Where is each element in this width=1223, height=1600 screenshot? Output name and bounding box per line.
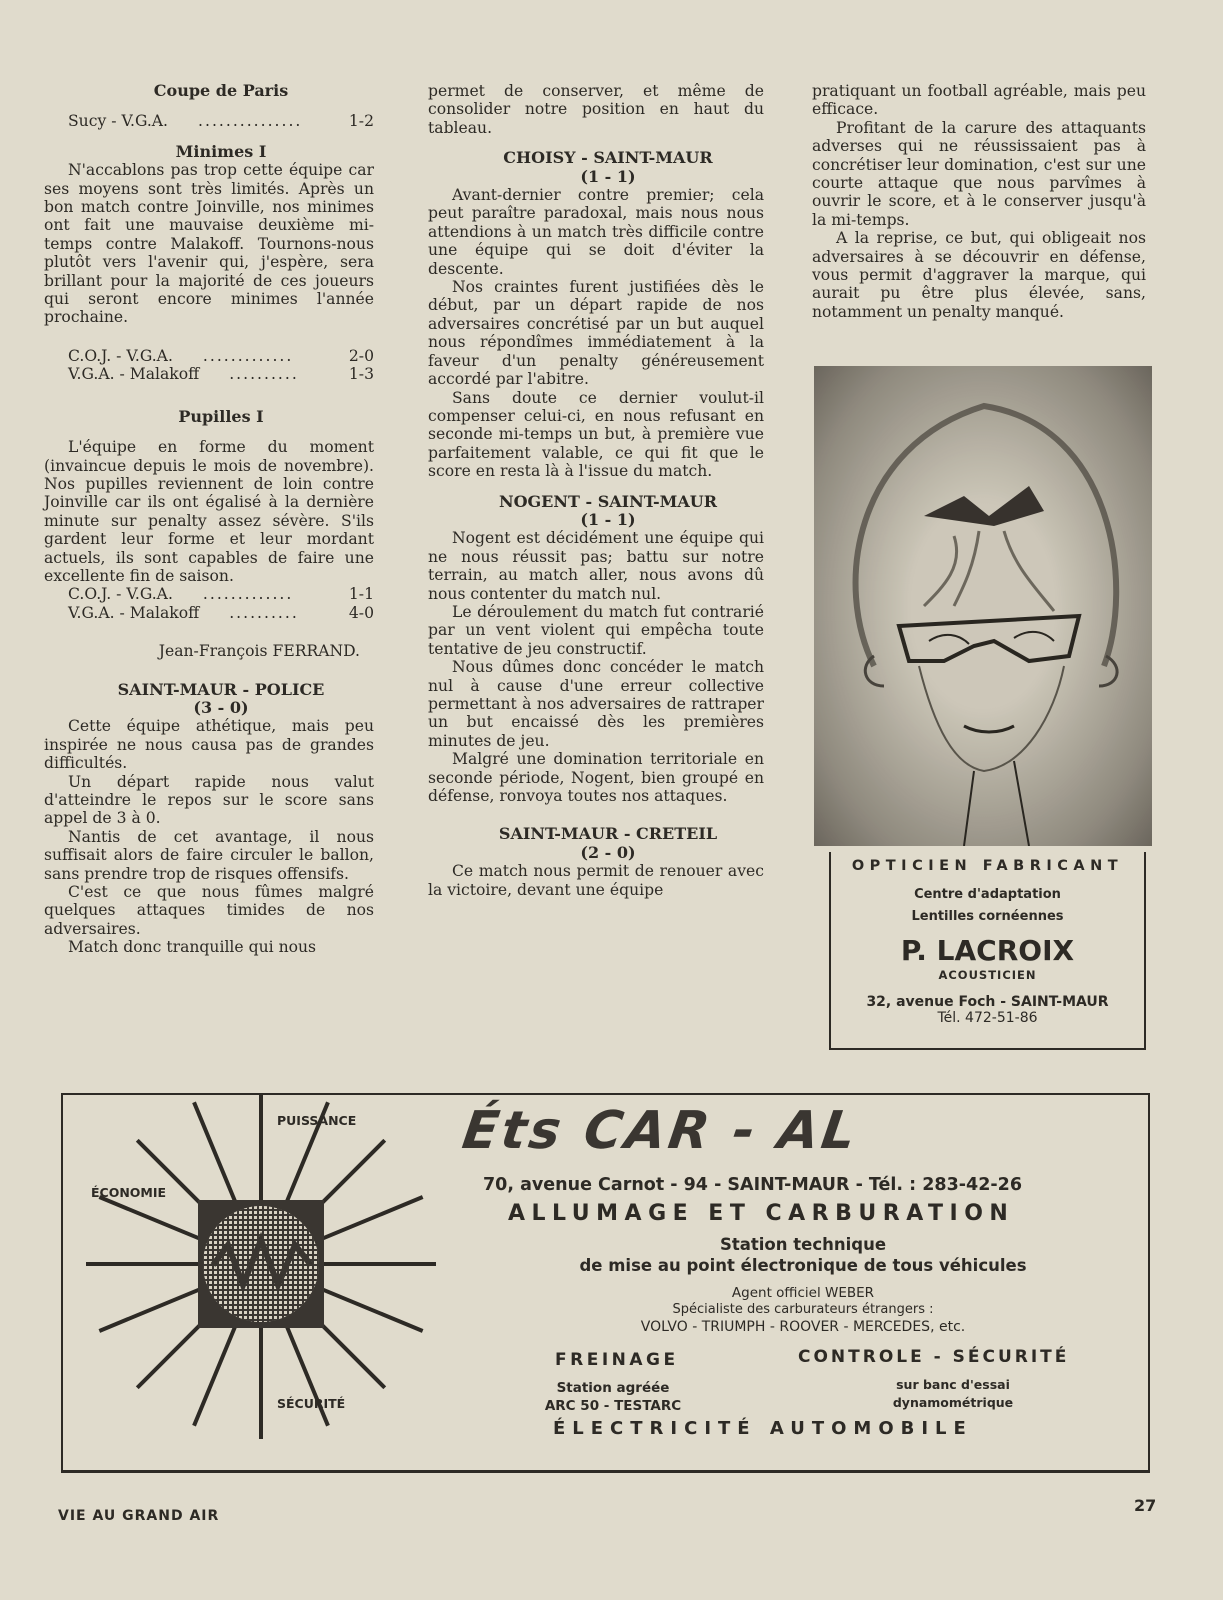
article-column-2	[428, 82, 764, 899]
choisy-paragraph: Nos craintes furent justifiées dès le début, par un départ rapide de nos adversaires concrétisé par un but auquel nous répondîmes immédiatement à la faveur d'un penalty généreusement accordé par l'abitre.	[428, 278, 764, 389]
creteil-paragraph: Profitant de la carure des attaquants adverses qui ne réussissaient pas à concrétiser leur domination, c'est sur une courte attaque que nous parvîmes à ouvrir le score, et à le conserver jusqu'à la mi-temps.	[812, 118, 1146, 229]
caral-specialist: Spécialiste des carburateurs étrangers :	[672, 1302, 934, 1317]
caral-agent: Agent officiel WEBER	[731, 1285, 875, 1301]
lacroix-line1: Centre d'adaptation	[914, 887, 1061, 902]
caral-service: ALLUMAGE ET CARBURATION	[508, 1201, 1015, 1226]
page-number: 27	[1134, 1496, 1157, 1515]
caral-braking-line1: Station agréée	[556, 1380, 670, 1396]
nogent-paragraph: Nous dûmes donc concéder le match nul à cause d'une erreur collective permettant à nos adversaires de rattraper un but encaissé dès les premières minutes de jeu.	[428, 658, 764, 750]
result-score: 2-0	[348, 346, 374, 365]
portrait-illustration	[814, 366, 1152, 846]
result-dots: ..........	[229, 603, 299, 622]
result-row	[44, 604, 374, 622]
caral-ad-text	[458, 1095, 1143, 1470]
creteil-match-score: (2 - 0)	[580, 842, 636, 862]
caral-electric: ÉLECTRICITÉ AUTOMOBILE	[553, 1418, 973, 1439]
choisy-match-heading: CHOISY - SAINT-MAUR	[503, 148, 713, 168]
caral-control-line1: sur banc d'essai	[896, 1377, 1010, 1392]
result-row	[44, 365, 374, 383]
logo-label-economie: ÉCONOMIE	[91, 1185, 167, 1200]
police-paragraph: Nantis de cet avantage, il nous suffisait alors de faire circuler le ballon, sans prendre trop de risques offensifs.	[44, 827, 374, 883]
result-score: 1-2	[348, 112, 374, 131]
police-match-heading: SAINT-MAUR - POLICE	[117, 679, 325, 699]
creteil-paragraph: Ce match nous permit de renouer avec la victoire, devant une équipe	[428, 862, 764, 899]
publication-name: VIE AU GRAND AIR	[58, 1508, 220, 1524]
logo-label-puissance: PUISSANCE	[277, 1113, 357, 1128]
result-score: 4-0	[348, 603, 374, 622]
nogent-paragraph: Nogent est décidément une équipe qui ne nous réussit pas; battu sur notre terrain, au match aller, nous avons dû nous contenter du match nul.	[428, 529, 764, 603]
creteil-match-heading: SAINT-MAUR - CRETEIL	[498, 824, 718, 844]
lacroix-address: 32, avenue Foch - SAINT-MAUR	[866, 994, 1109, 1010]
coupe-de-paris-heading: Coupe de Paris	[153, 81, 289, 100]
creteil-paragraph: A la reprise, ce but, qui obligeait nos adversaires à se découvrir en défense, vous permit d'aggraver la marque, qui aurait pu être plus élevée, sans, notamment un penalty manqué.	[812, 229, 1146, 321]
result-row	[44, 585, 374, 603]
article-column-1	[44, 82, 374, 957]
result-score: 1-3	[348, 365, 374, 384]
woman-with-glasses-icon	[814, 366, 1152, 846]
result-dots: ...............	[198, 112, 303, 131]
police-paragraph: C'est ce que nous fûmes malgré quelques attaques timides de nos adversaires.	[44, 883, 374, 938]
sun-logo	[63, 1095, 453, 1470]
caral-station-line2: de mise au point électronique de tous véhicules	[579, 1256, 1027, 1275]
result-match: V.G.A. - Malakoff	[68, 365, 200, 384]
choisy-paragraph: Sans doute ce dernier voulut-il compenser celui-ci, en nous refusant en seconde mi-temps un but, à première vue parfaitement valable, ce qui fit que le score en resta là à l'issue du match.	[428, 388, 764, 481]
result-row	[44, 347, 374, 365]
minimes-heading: Minimes I	[175, 141, 267, 161]
caral-control-line2: dynamométrique	[892, 1395, 1014, 1410]
lacroix-role: ACOUSTICIEN	[938, 968, 1037, 982]
lacroix-line2: Lentilles cornéennes	[911, 909, 1064, 924]
continuation-paragraph: pratiquant un football agréable, mais peu efficace.	[812, 82, 1146, 119]
nogent-paragraph: Le déroulement du match fut contrarié par un vent violent qui empêcha toute tentative de jeu constructif.	[428, 602, 764, 658]
caral-braking-details	[518, 1379, 708, 1415]
pupilles-paragraph: L'équipe en forme du moment (invaincue depuis le mois de novembre). Nos pupilles reviennent de loin contre Joinville car ils ont égalisé à la dernière minute sur penalty assez sévère. S'ils gardent leur forme et leur mordant actuels, ils sont capables de faire une excellente fin de saison.	[44, 438, 374, 585]
minimes-paragraph: N'accablons pas trop cette équipe car ses moyens sont très limités. Après un bon match contre Joinville, nos minimes ont fait une mauvaise deuxième mi-temps contre Malakoff. Tournons-nous plutôt vers l'avenir qui, j'espère, sera brillant pour la majorité de ces joueurs qui seront encore minimes l'année prochaine.	[44, 161, 374, 327]
lacroix-name: P. LACROIX	[900, 934, 1075, 967]
caral-control: CONTROLE - SÉCURITÉ	[798, 1347, 1070, 1367]
result-match: Sucy - V.G.A.	[68, 112, 169, 131]
result-dots: .............	[202, 585, 294, 604]
result-row	[44, 112, 374, 130]
logo-label-securite: SÉCURITÉ	[277, 1396, 346, 1411]
pupilles-heading: Pupilles I	[178, 406, 264, 426]
choisy-paragraph: Avant-dernier contre premier; cela peut paraître paradoxal, mais nous nous attendions à un match très difficile contre une équipe qui se doit d'éviter la descente.	[428, 186, 764, 278]
police-paragraph: Cette équipe athétique, mais peu inspirée ne nous causa pas de grandes difficultés.	[44, 717, 374, 773]
caral-address: 70, avenue Carnot - 94 - SAINT-MAUR - Tél. : 283-42-26	[483, 1175, 1022, 1195]
result-score: 1-1	[348, 585, 374, 604]
caral-braking-line2: ARC 50 - TESTARC	[544, 1398, 682, 1414]
caral-ad	[61, 1093, 1150, 1473]
lacroix-ad	[829, 852, 1146, 1050]
caral-control-details	[843, 1376, 1063, 1412]
police-paragraph: Un départ rapide nous valut d'atteindre le repos sur le score sans appel de 3 à 0.	[44, 772, 374, 828]
nogent-paragraph: Malgré une domination territoriale en seconde période, Nogent, bien groupé en défense, ronvoya toutes nos attaques.	[428, 750, 764, 806]
result-dots: .............	[202, 346, 294, 365]
lacroix-headline: OPTICIEN FABRICANT	[851, 858, 1124, 874]
caral-braking: FREINAGE	[555, 1350, 679, 1370]
nogent-match-heading: NOGENT - SAINT-MAUR	[498, 491, 718, 511]
author-signature: Jean-François FERRAND.	[158, 642, 360, 661]
result-match: C.O.J. - V.G.A.	[68, 585, 173, 604]
caral-station-line1: Station technique	[719, 1235, 887, 1254]
police-paragraph: Match donc tranquille qui nous	[68, 938, 317, 957]
choisy-match-score: (1 - 1)	[580, 166, 636, 186]
result-match: C.O.J. - V.G.A.	[68, 346, 173, 365]
police-match-score: (3 - 0)	[193, 697, 249, 717]
article-column-3	[812, 82, 1146, 321]
caral-title: Éts CAR - AL	[458, 1101, 863, 1161]
sunburst-logo-icon	[63, 1095, 453, 1470]
continuation-paragraph: permet de conserver, et même de consolider notre position en haut du tableau.	[428, 82, 764, 137]
result-match: V.G.A. - Malakoff	[68, 603, 200, 622]
nogent-match-score: (1 - 1)	[580, 509, 636, 529]
result-dots: ..........	[229, 365, 299, 384]
lacroix-phone: Tél. 472-51-86	[937, 1010, 1038, 1026]
caral-brands: VOLVO - TRIUMPH - ROOVER - MERCEDES, etc.	[640, 1319, 966, 1335]
